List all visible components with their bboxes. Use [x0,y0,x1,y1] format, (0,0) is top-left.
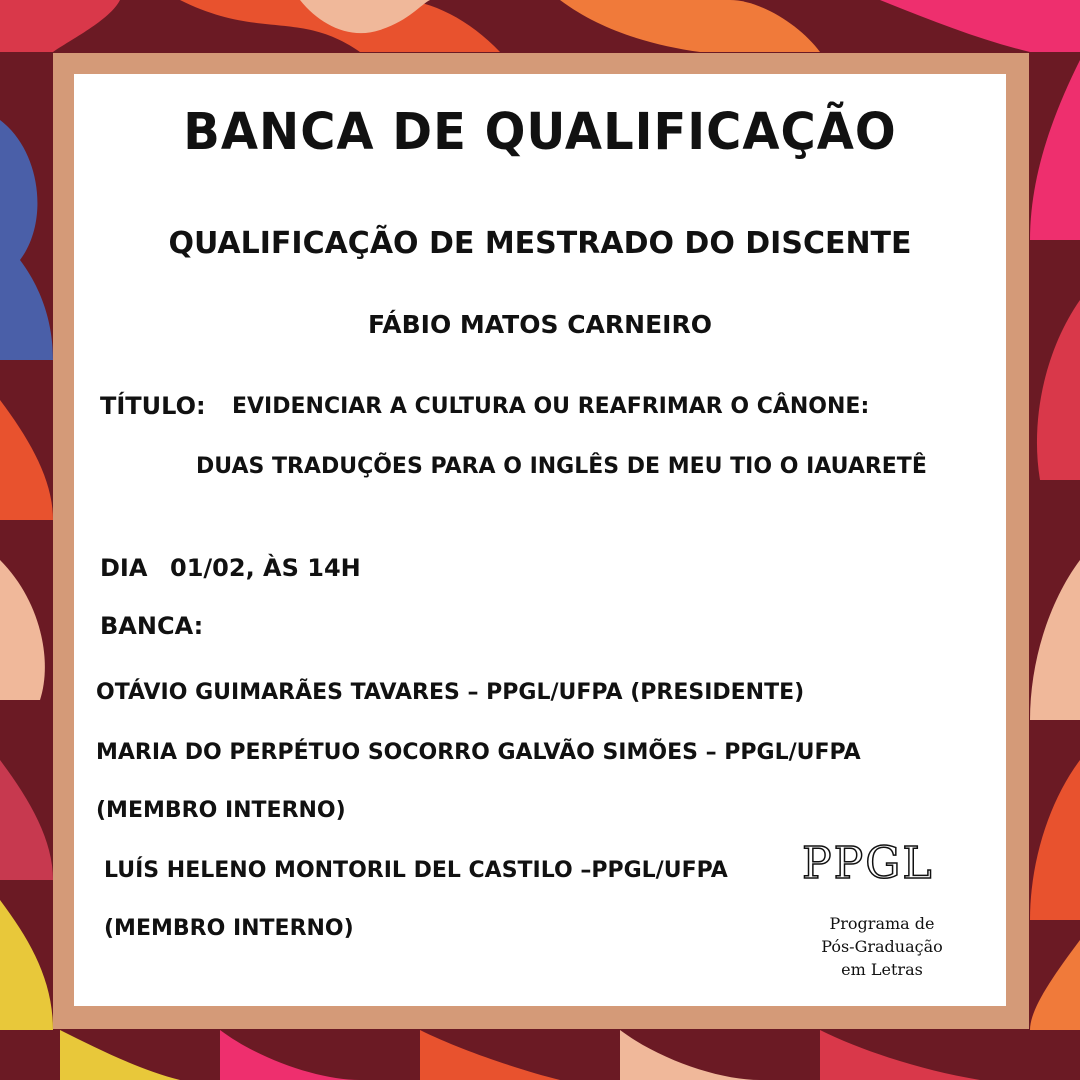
thesis-label: TÍTULO: [100,392,206,420]
logo-caption-line: Pós-Graduação [821,937,943,956]
committee-member-line: LUÍS HELENO MONTORIL DEL CASTILO –PPGL/UFPA [104,858,728,883]
thesis-title-line-1: EVIDENCIAR A CULTURA OU REAFRIMAR O CÂNONE: [232,394,870,419]
date-time: 01/02, ÀS 14H [170,554,361,582]
ppgl-logo-caption [802,912,962,981]
page-title: BANCA DE QUALIFICAÇÃO [183,102,897,162]
announcement-card [74,74,1006,1006]
logo-caption-line: em Letras [841,960,923,979]
subtitle: QUALIFICAÇÃO DE MESTRADO DO DISCENTE [168,226,912,261]
thesis-title-line-2: DUAS TRADUÇÕES PARA O INGLÊS DE MEU TIO O IAUARETÊ [196,454,927,479]
committee-label: BANCA: [100,612,204,640]
committee-member-line: MARIA DO PERPÉTUO SOCORRO GALVÃO SIMÕES – PPGL/UFPA [96,740,861,765]
day-label: DIA [100,554,148,582]
ppgl-logo: PPGL [802,838,934,889]
committee-member-role: (MEMBRO INTERNO) [96,798,346,823]
committee-member-role: (MEMBRO INTERNO) [104,916,354,941]
committee-member-line: OTÁVIO GUIMARÃES TAVARES – PPGL/UFPA (PRESIDENTE) [96,680,805,705]
student-name: FÁBIO MATOS CARNEIRO [368,310,712,339]
logo-caption-line: Programa de [829,914,935,933]
